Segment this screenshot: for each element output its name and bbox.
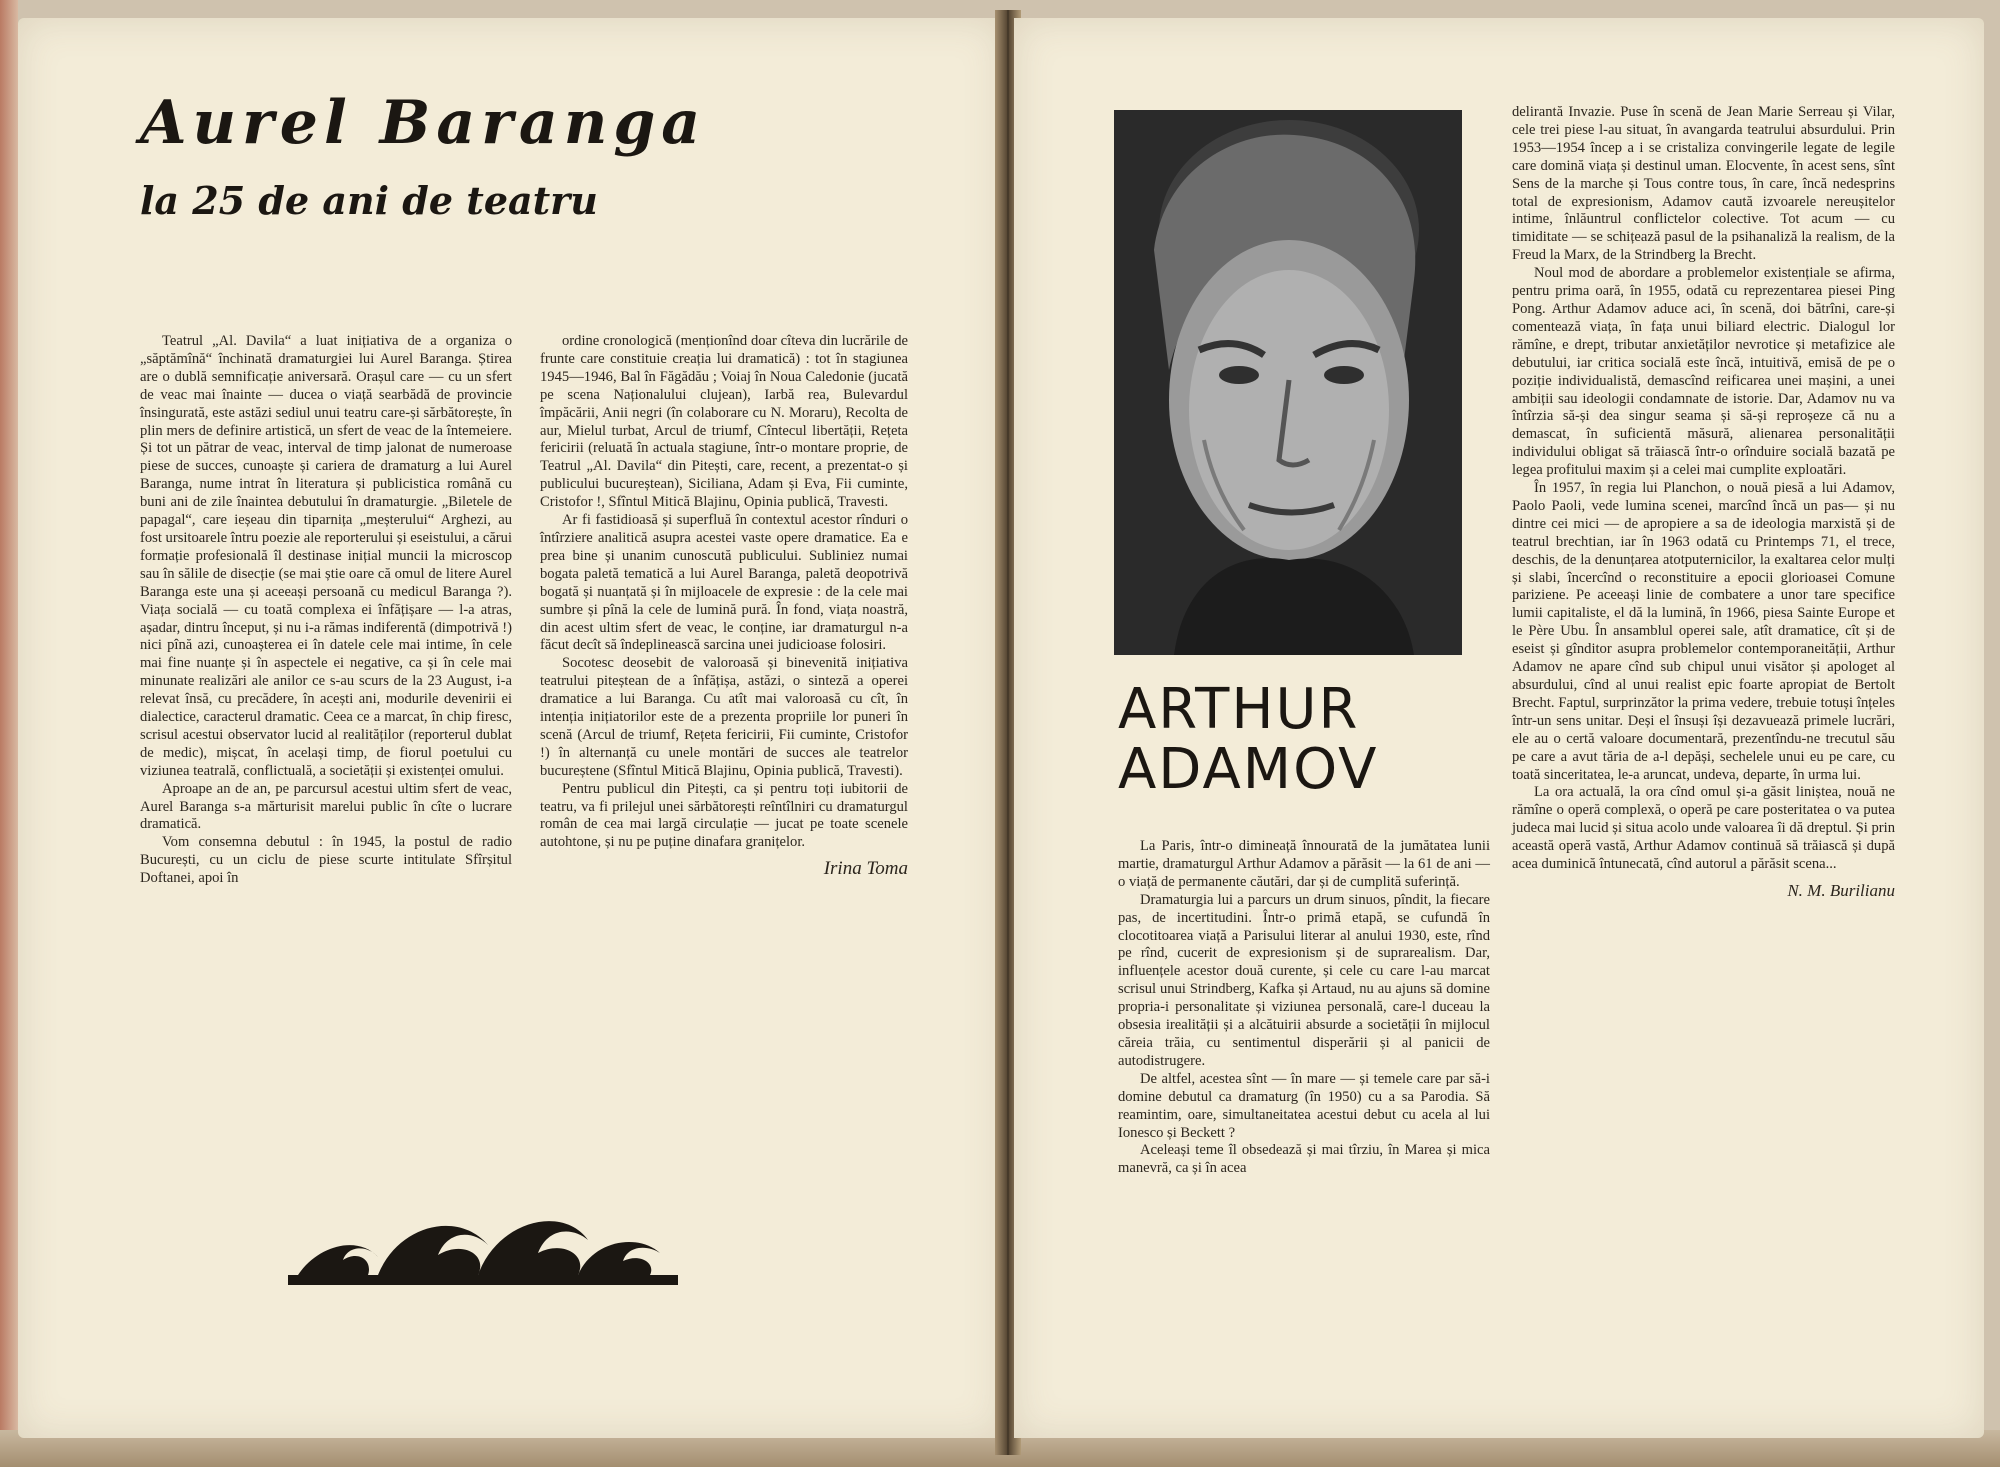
paragraph: Ar fi fastidioasă și superfluă în contextul acestor rînduri o întîrziere analitică asupra acestei vaste opere dramatice. Ea e prea bine și unanim cunoscută publicului. Subliniez numai bogata paletă tematică a lui Aurel Baranga, paletă deopotrivă bogată și nuanțată și în mijloacele de expresie : de la cele mai sumbre și pînă la cele de lumină pură. În fond, viața noastră, din acest ultim sfert de veac, le conține, iar dramaturgul n-a făcut decît să îndeplinească sarcina unei judicioase folosiri. <box>540 512 908 654</box>
title-line-2: ADAMOV <box>1118 737 1379 802</box>
paragraph: Socotesc deosebit de valoroasă și binevenită inițiativa teatrului piteștean de a înfățișa, astăzi, o sinteză a operei dramatice a lui Baranga. Cu atît mai valoroasă cu cît, în intenția inițiatorilor este de a prezenta propriile lor puneri în scenă (Arcul de triumf, Rețeta fericirii, Fii cuminte, Cristofor !) în alternanță cu unele montări de succes ale teatrelor bucureștene (Sfîntul Mitică Blajinu, Opinia publică, Travesti). <box>540 655 908 779</box>
paragraph: ordine cronologică (menționînd doar cîteva din lucrările de frunte care constituie creația lui dramatică) : tot în stagiunea 1945—1946, Bal în Făgădău ; Voiaj în Noua Caledonie (jucată pe scena Naționalului clujean), Iarbă rea, Bulevardul împăcării, Anii negri (în colaborare cu N. Moraru), Recolta de aur, Mielul turbat, Arcul de triumf, Cîntecul libertății, Rețeta fericirii (reluată în actuala stagiune, într-o montare proprie, de Teatrul „Al. Davila“ din Pitești, care, recent, a prezentat-o și publicului bucureștean), Siciliana, Adam și Eva, Fii cuminte, Cristofor !, Sfîntul Mitică Blajinu, Opinia publică, Travesti. <box>540 333 908 511</box>
paragraph: În 1957, în regia lui Planchon, o nouă piesă a lui Adamov, Paolo Paoli, vede lumina scenei, marcînd încă un pas— și nu dintre cei mici — de apropiere a sa de ideologia marxistă și de teatrul brechtian, iar în 1963 odată cu Printemps 71, el trece, deschis, de la denunțarea atotputernicilor, la exaltarea celor mulți și slabi, încercînd o reconstituire a epocii glorioasei Comune pariziene. Pe aceeași linie de combatere a unor tare specifice lumii capitaliste, el dă la lumină, în 1966, piesa Sainte Europe et le Père Ubu. În ansamblul operei sale, atît dramatice, cît și de eseist și gînditor asupra problemelor contemporaneității, Arthur Adamov ne apare cînd sub chipul unui visător și apologet al absurdului, cînd al unui realist epic foarte apropiat de Bertolt Brecht. Faptul, surprinzător la prima vedere, trebuie totuși înțeles într-un sens unitar. Deși el însuși își dezavuează primele lucrări, ele au o certă valoare documentară, prezentîndu-ne trecutul său pe care a avut tăria de a-l depăși, sechelele unui eu pe care, cu toată sinceritatea, le-a aruncat, undeva, departe, în urma lui. <box>1512 480 1895 783</box>
baranga-column-1 <box>140 333 512 888</box>
paragraph: Aproape an de an, pe parcursul acestui ultim sfert de veac, Aurel Baranga s-a mărturisit marelui public în cîte o lucrare dramatică. <box>140 780 512 833</box>
title-line-1: ARTHUR <box>1118 677 1360 742</box>
paragraph: Vom consemna debutul : în 1945, la postul de radio București, cu un ciclu de piese scurte intitulate Sfîrșitul Doftanei, apoi în <box>140 834 512 887</box>
paragraph: Noul mod de abordare a problemelor existențiale se afirma, pentru prima oară, în 1955, odată cu reprezentarea piesei Ping Pong. Arthur Adamov aduce aci, în scenă, doi bătrîni, care-și comentează viața, în fața unui biliard electric. Dialogul lor rămîne, e drept, tributar anxietăților nevrotice și metafizice ale debutului, iar critica socială este încă, intuitivă, emisă de pe o poziție individualistă, demascînd reificarea unei mașini, a unei ambiții sau ideologii condamnate de istorie. Dar, Adamov nu va întîrzia să-și dea singur seama și să-și reproșeze că nu a demascat, în suficientă măsură, alienarea personalității individului obligat să trăiască într-o orînduire socială bazată pe legea profitului maxim și a celei mai cumplite exploatări. <box>1512 265 1895 479</box>
author-signature-toma: Irina Toma <box>823 858 908 880</box>
paragraph: La Paris, într-o dimineață înnourată de la jumătatea lunii martie, dramaturgul Arthur Adamov a părăsit — la 61 de ani — o viață de permanente căutări, dar și de cumplită suferință. <box>1118 838 1490 890</box>
portrait-photo-icon <box>1114 110 1462 655</box>
paragraph: De altfel, acestea sînt — în mare — și temele care par să-i domine debutul ca dramaturg (în 1950) cu a sa Parodia. Să reamintim, oare, simultaneitatea acestui debut cu acela al lui Ionesco și Beckett ? <box>1118 1070 1490 1141</box>
baranga-column-2 <box>540 333 908 878</box>
paragraph: Teatrul „Al. Davila“ a luat inițiativa de a organiza o „săptămînă“ închinată dramaturgiei lui Aurel Baranga. Știrea are o dublă semnificație aniversară. Orașul care — cu un sfert de veac mai înainte — ducea o viață searbădă de provincie însingurată, este astăzi sediul unui teatru care-și sărbătorește, în plin mers de definire artistică, un sfert de veac de la întemeiere. Și tot un pătrar de veac, interval de timp jalonat de numeroase piese de succes, cunoaște și cariera de dramaturg a lui Aurel Baranga, nume intrat în literatura și publicistica română cu buni ani de zile înaintea debutului în dramaturgie. „Biletele de papagal“, care ieșeau din tiparnița „meșterului“ Arghezi, au fost ursitoarele întru poezie ale reporterului și eseistului, a cărui formație profesională îl destinase inițial muncii la microscop sau în sălile de disecție (se mai știe oare că omul de litere Aurel Baranga este una și aceeași persoană cu medicul Baranga ?). Viața socială — cu toată complexa ei înfățișare — l-a atras, așadar, dintru început, și nu i-a rămas indiferentă (dimpotrivă !) nici pînă azi, cunoașterea ei în datele cele mai intime, în cele mai fine nuanțe și în aspectele ei negative, ca și în cele mai minunate realizări ale anilor ce s-au scurs de la 23 August, i-a relevat însă, cu precădere, în acești ani, modurile devenirii ei dialectice, caracterul dramatic. Ceea ce a marcat, în chip firesc, scrisul acestui observator lucid al realităților (reporterul dublat de medic), mișcat, în același timp, de fiorul poetului cu viziunea teatrală, conflictuală, a societății și existenței omului. <box>140 333 513 779</box>
paragraph: Aceleași teme îl obsedează și mai tîrziu, în Marea și mica manevră, ca și în acea <box>1118 1142 1490 1177</box>
article-title-baranga: Aurel Baranga <box>140 88 707 158</box>
paragraph: delirantă Invazie. Puse în scenă de Jean Marie Serreau și Vilar, cele trei piese l-au situat, în avangarda teatrului absurdului. Prin 1953—1954 încep a i se cristaliza convingerile legate de legile care domină viața și destinul uman. Elocvente, în acest sens, sînt Sens de la marche și Tous contre tous, în care, încă nedesprins total de expresionism, Adamov caută izvoarele nereușitelor intime, înlăuntrul conflictelor colective. Tot acum — cu timiditate — se schițează pasul de la psihanaliză la realism, de la Freud la Marx, de la Strindberg la Brecht. <box>1512 104 1895 264</box>
wave-ornament-icon <box>288 1205 678 1287</box>
article-title-adamov <box>1118 677 1379 802</box>
paragraph: Dramaturgia lui a parcurs un drum sinuos, pîndit, la fiecare pas, de incertitudini. Într-o primă etapă, se cufundă în clocotitoarea viață a Parisului literar al anului 1930, este, rînd pe rînd, cucerit de expresionism și de suprarealism. Dar, influențele acestor două curente, și cele cu care l-au marcat scrisul unui Strindberg, Kafka și Artaud, nu au ajuns să domine propria-i personalitate și viziunea personală, care-l duceau la obsesia irealității și a alcătuirii absurde a societății în mijlocul căreia trăia, cu sentimentul disperării și al panicii de autodistrugere. <box>1118 891 1490 1069</box>
adamov-column-1 <box>1118 838 1490 1178</box>
paragraph: La ora actuală, la ora cînd omul și-a găsit liniștea, nouă ne rămîne o operă complexă, o operă pe care posteritatea o va putea judeca mai lucid și situa acolo unde valoarea îi dă dreptul. Și prin această operă vastă, Arthur Adamov continuă să trăiască și după acea duminică întunecată, cînd autorul a părăsit scena... <box>1512 784 1895 873</box>
author-signature-burilianu: N. M. Burilianu <box>1787 880 1895 900</box>
article-subtitle-baranga: la 25 de ani de teatru <box>140 178 598 223</box>
book-edge-left <box>0 0 18 1467</box>
adamov-column-2 <box>1512 104 1895 900</box>
paragraph: Pentru publicul din Pitești, ca și pentru toți iubitorii de teatru, va fi prilejul unei sărbătorești reîntîlniri cu dramaturgul român de cea mai largă circulație — jucat pe toate scenele autohtone, și nu pe puține dinafara granițelor. <box>540 780 908 851</box>
